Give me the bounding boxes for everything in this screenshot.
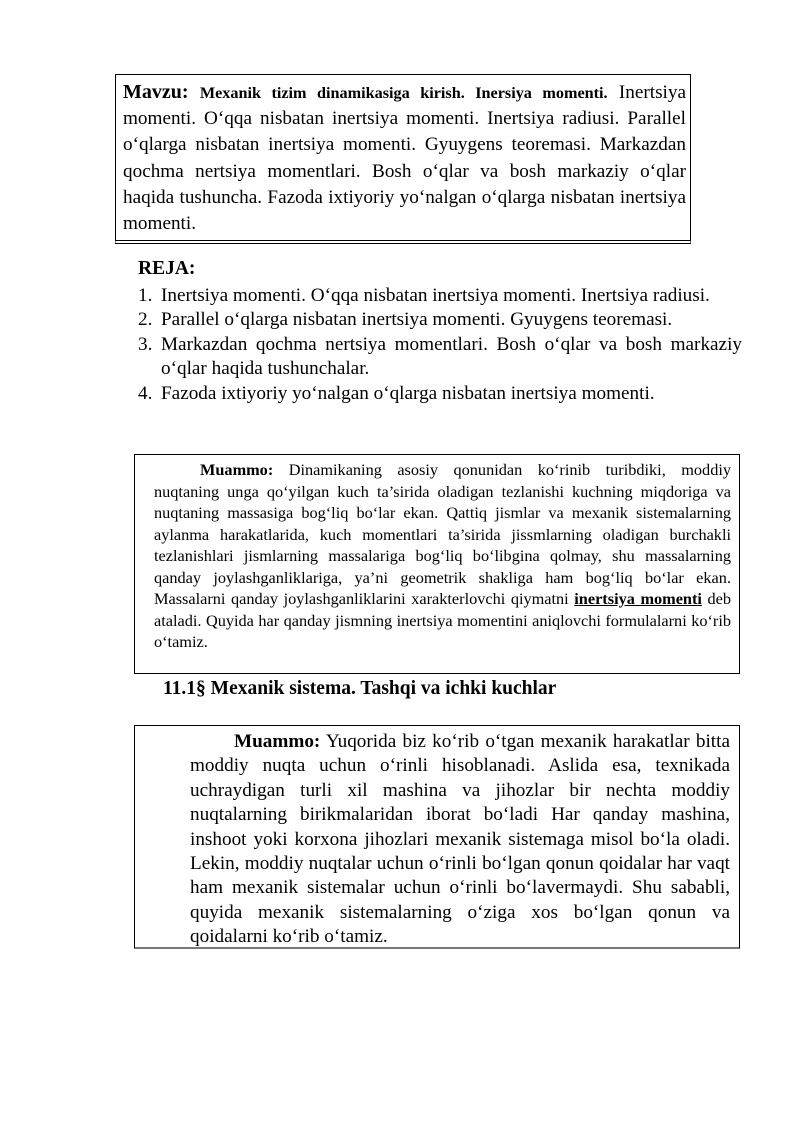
key-term: inertsiya momenti	[574, 589, 702, 608]
topic-label: Mavzu:	[123, 81, 189, 103]
plan-section	[138, 257, 742, 406]
section-heading: 11.1§ Mexanik sistema. Tashqi va ichki kuchlar	[163, 678, 557, 699]
plan-title: REJA:	[138, 258, 196, 279]
plan-item	[138, 382, 742, 407]
plan-item-number: 1.	[138, 284, 153, 306]
plan-item	[138, 308, 742, 333]
plan-item-text: Fazoda ixtiyoriy yo‘nalgan o‘qlarga nisbatan inertsiya momenti.	[161, 382, 655, 404]
problem-label: Muammo:	[200, 460, 274, 479]
plan-item	[138, 284, 742, 309]
plan-item	[138, 333, 742, 382]
topic-body: Inertsiya momenti. O‘qqa nisbatan inertsiya momenti. Inertsiya radiusi. Parallel o‘qlarga nisbatan inertsiya momenti. Gyuygens teoremasi. Markazdan qochma nertsiya momentlari. Bosh o‘qlar va bosh markaziy o‘qlar haqida tushuncha. Fazoda ixtiyoriy yo‘nalgan o‘qlarga nisbatan inertsiya momenti.	[123, 82, 687, 235]
plan-item-number: 3.	[138, 333, 153, 355]
problem-label: Muammo:	[234, 731, 321, 752]
plan-item-text: Markazdan qochma nertsiya momentlari. Bosh o‘qlar va bosh markaziy o‘qlar haqida tushunchalar.	[161, 333, 742, 379]
topic-heading: Mexanik tizim dinamikasiga kirish. Inersiya momenti.	[199, 84, 608, 102]
problem-text: Yuqorida biz ko‘rib o‘tgan mexanik harakatlar bitta moddiy nuqta uchun o‘rinli hisoblanadi. Aslida esa, texnikada uchraydigan turli xil mashina va jihozlar bir nechta moddiy nuqtalarning birikmalaridan iborat bo‘ladi Har qanday mashina, inshoot yoki korxona jihozlari mexanik sistemaga misol bo‘la oladi. Lekin, moddiy nuqtalar uchun o‘rinli bo‘lgan qonun qoidalar har vaqt ham mexanik sistemalar uchun o‘rinli bo‘lavermaydi. Shu sababli, quyida mexanik sistemalarning o‘ziga xos bo‘lgan qonun va qoidalarni ko‘rib o‘tamiz.	[190, 731, 730, 948]
plan-item-text: Inertsiya momenti. O‘qqa nisbatan inertsiya momenti. Inertsiya radiusi.	[161, 284, 710, 306]
problem-text-before: Dinamikaning asosiy qonunidan ko‘rinib turibdiki, moddiy nuqtaning unga qo‘yilgan kuch ta’sirida oladigan tezlanishi kuchning miqdoriga va nuqtaning massasiga bog‘liq bo‘lar ekan. Qattiq jismlar va mexanik sistemalarning aylanma harakatlarida, kuch momentlari ta’sirida jissmlarning oladigan burchakli tezlanishlari jismlarning massalariga bog‘liq bo‘libgina qolmay, shu massalarning qanday joylashganliklariga, ya’ni geometrik shakliga ham bog‘liq bo‘lar ekan. Massalarni qanday joylashganliklarini xarakterlovchi qiymatni	[154, 460, 731, 608]
plan-list	[138, 284, 742, 407]
problem-box-inertia	[134, 454, 740, 674]
plan-item-number: 4.	[138, 382, 153, 404]
topic-box	[115, 74, 691, 244]
problem-box-mechanical-system	[134, 725, 740, 949]
plan-item-text: Parallel o‘qlarga nisbatan inertsiya momenti. Gyuygens teoremasi.	[161, 309, 673, 330]
problem-text-after: deb ataladi. Quyida har qanday jismning inertsiya momentini aniqlovchi formulalarni ko‘rib o‘tamiz.	[154, 589, 732, 651]
plan-item-number: 2.	[138, 309, 153, 330]
